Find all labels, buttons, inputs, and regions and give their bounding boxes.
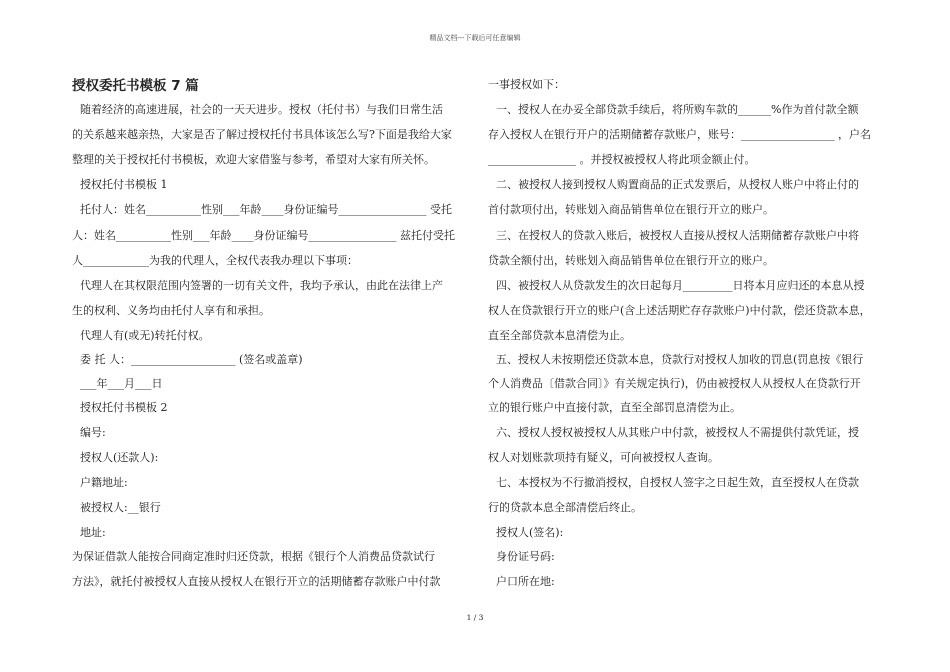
right-paragraph-line: 户口所在地: [496, 575, 555, 588]
right-paragraph-line: 一、授权人在办妥全部贷款手续后，将所购车款的______%作为首付款全额 [496, 103, 859, 116]
right-paragraph-line: 一事授权如下： [488, 78, 565, 91]
left-paragraph-line: 代理人有(或无)转托付权。 [80, 329, 210, 342]
left-paragraph-line: 被授权人:__银行 [80, 501, 161, 514]
left-paragraph-line: 生的权利、义务均由托付人享有和承担。 [72, 304, 270, 317]
left-paragraph-line: 编号: [80, 426, 106, 439]
right-paragraph-line: 四、被授权人从贷款发生的次日起每月_________日将本月应归还的本息从授 [496, 279, 865, 292]
left-paragraph-line: ___年___月___日 [80, 377, 163, 390]
right-paragraph-line: 行的贷款本息全部清偿后终止。 [488, 501, 642, 514]
left-paragraph-line: 户籍地址: [80, 476, 128, 489]
left-paragraph-line: 地址: [80, 526, 106, 539]
right-paragraph-line: 个人消费品〔借款合同〕》有关规定执行)，仍由被授权人从授权人在贷款行开 [488, 377, 861, 390]
left-paragraph-line: 人____________为我的代理人，全权代表我办理以下事项： [72, 254, 358, 267]
left-paragraph-line: 随着经济的高速进展，社会的一天天进步。授权（托付书）与我们日常生活 [80, 103, 443, 116]
right-paragraph-line: 首付款项付出，转账划入商品销售单位在银行开立的账户。 [488, 203, 774, 216]
right-paragraph-line: 六、授权人授权被授权人从其账户中付款，被授权人不需提供付款凭证，授 [496, 426, 859, 439]
left-paragraph-line: 代理人在其权限范围内签署的一切有关文件，我均予承认，由此在法律上产 [80, 279, 443, 292]
right-paragraph-line: 三、在授权人的贷款入账后，被授权人直接从授权人活期储蓄存款账户中将 [496, 229, 859, 242]
left-paragraph-line: 授权托付书模板 1 [80, 178, 168, 191]
right-paragraph-line: 存入授权人在银行开户的活期储蓄存款账户，账号：_________________ ，户名 [488, 128, 871, 141]
right-paragraph-line: 直至全部贷款本息清偿为止。 [488, 329, 631, 342]
left-paragraph-line: 委 托 人：___________________ (签名或盖章) [80, 353, 303, 366]
left-paragraph-line: 整理的关于授权托付书模板，欢迎大家借鉴与参考，希望对大家有所关怀。 [72, 153, 435, 166]
right-paragraph-line: 权人在贷款银行开立的账户(含上述活期贮存存款账户)中付款，偿还贷款本息， [488, 304, 871, 317]
page-number: 1 / 3 [466, 613, 484, 622]
left-paragraph-line: 托付人：姓名__________性别___年龄____身份证编号________________ 受托 [80, 203, 452, 216]
right-paragraph-line: 立的银行账户中直接付款，直至全部罚息清偿为止。 [488, 401, 741, 414]
left-paragraph-line: 人：姓名__________性别___年龄____身份证编号________________ 兹托付受托 [72, 229, 455, 242]
left-paragraph-line: 为保证借款人能按合同商定准时归还贷款，根据《银行个人消费品贷款试行 [72, 550, 435, 563]
right-paragraph-line: 身份证号码: [496, 550, 555, 563]
left-paragraph-line: 的关系越来越亲热，大家是否了解过授权托付书具体该怎么写?下面是我给大家 [72, 128, 452, 141]
document-title: 授权委托书模板 7 篇 [72, 78, 199, 94]
left-paragraph-line: 授权人(还款人): [80, 451, 159, 464]
right-paragraph-line: 权人对划账款项持有疑义，可向被授权人查询。 [488, 451, 719, 464]
right-paragraph-line: 授权人(签名): [496, 526, 564, 539]
right-paragraph-line: 七、本授权为不行撤消授权，自授权人签字之日起生效，直至授权人在贷款 [496, 476, 859, 489]
right-paragraph-line: 五、授权人未按期偿还贷款本息，贷款行对授权人加收的罚息(罚息按《银行 [496, 353, 864, 366]
right-paragraph-line: 二、被授权人接到授权人购置商品的正式发票后，从授权人账户中将止付的 [496, 178, 859, 191]
left-paragraph-line: 方法》，就托付被授权人直接从授权人在银行开立的活期储蓄存款账户中付款 [72, 575, 441, 588]
page-header: 精品文档---下载后可任意编辑 [429, 34, 521, 42]
left-paragraph-line: 授权托付书模板 2 [80, 401, 168, 414]
right-paragraph-line: 贷款全额付出，转账划入商品销售单位在银行开立的账户。 [488, 254, 774, 267]
right-paragraph-line: ________________ 。并授权被授权人将此项金额止付。 [488, 153, 756, 166]
